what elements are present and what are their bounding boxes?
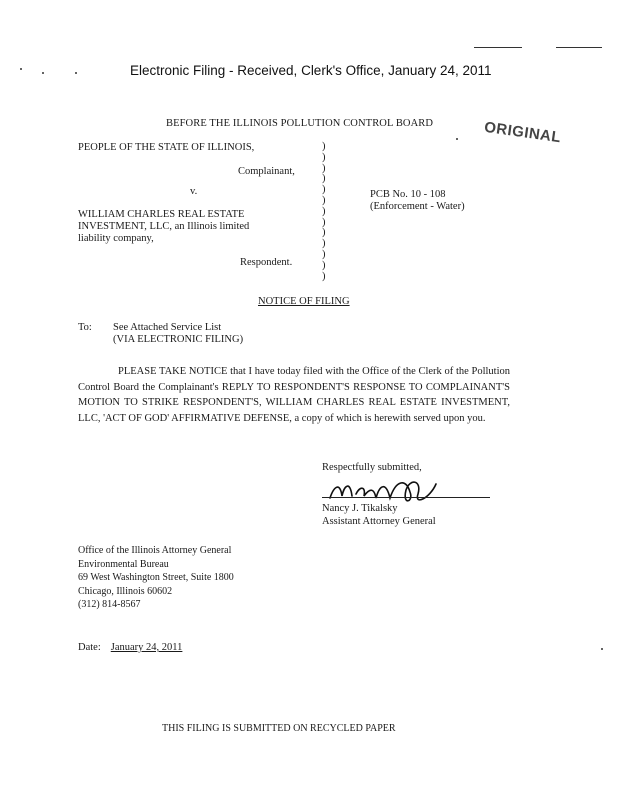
scan-speck: [601, 648, 603, 650]
signature-name: Nancy J. Tikalsky: [322, 503, 398, 514]
caption-parentheses: ) ) ) ) ) ) ) ) ) ) ) ) ): [322, 141, 326, 282]
notice-body: PLEASE TAKE NOTICE that I have today filed with the Office of the Clerk of the Pollution Control Board the Complainant's REPLY TO RESPONDENT'S RESPONSE TO COMPLAINANT'S MOTION TO STRIKE RESPONDENT'S, WILLIAM CHARLES REAL ESTATE INVESTMENT, LLC, 'ACT OF GOD' AFFIRMATIVE DEFENSE, a copy of which is herewith served upon you.: [78, 366, 510, 424]
date-row: [78, 642, 182, 653]
caption-complainant-label: Complainant,: [238, 166, 295, 177]
caption-respondent-label: Respondent.: [240, 257, 293, 268]
caption-defendant-line2: INVESTMENT, LLC, an Illinois limited: [78, 221, 250, 232]
recycled-paper-footer: THIS FILING IS SUBMITTED ON RECYCLED PAPER: [162, 723, 396, 734]
scan-mark: [474, 47, 522, 48]
original-stamp: ORIGINAL: [483, 118, 563, 147]
scan-speck: [75, 72, 77, 74]
date-label: Date:: [78, 642, 101, 653]
scan-speck: [42, 72, 44, 74]
caption-case-number: PCB No. 10 - 108: [370, 189, 446, 200]
office-line-1: Office of the Illinois Attorney General: [78, 545, 232, 556]
board-title: BEFORE THE ILLINOIS POLLUTION CONTROL BOARD: [166, 118, 434, 129]
to-line-2: (VIA ELECTRONIC FILING): [113, 334, 244, 345]
office-line-3: 69 West Washington Street, Suite 1800: [78, 572, 234, 583]
scan-speck: [20, 68, 22, 70]
office-line-4: Chicago, Illinois 60602: [78, 585, 173, 597]
notice-title: NOTICE OF FILING: [258, 296, 350, 307]
signature-title: Assistant Attorney General: [322, 516, 436, 527]
caption-case-type: (Enforcement - Water): [370, 201, 465, 212]
office-line-2: Environmental Bureau: [78, 558, 169, 570]
caption-plaintiff: PEOPLE OF THE STATE OF ILLINOIS,: [78, 142, 255, 153]
office-line-5: (312) 814-8567: [78, 599, 141, 610]
filing-stamp: Electronic Filing - Received, Clerk's Office, January 24, 2011: [130, 63, 492, 78]
scan-mark: [556, 47, 602, 48]
signature-line: [322, 497, 490, 498]
to-line-1: See Attached Service List: [113, 322, 222, 333]
date-value: January 24, 2011: [110, 642, 183, 653]
caption-defendant-line1: WILLIAM CHARLES REAL ESTATE: [78, 209, 245, 220]
signature-closing: Respectfully submitted,: [322, 462, 422, 473]
office-address: [78, 544, 234, 612]
scan-speck: [456, 138, 458, 140]
caption-versus: v.: [190, 186, 198, 197]
caption-defendant-line3: liability company,: [78, 233, 154, 244]
to-label: To:: [78, 322, 92, 333]
